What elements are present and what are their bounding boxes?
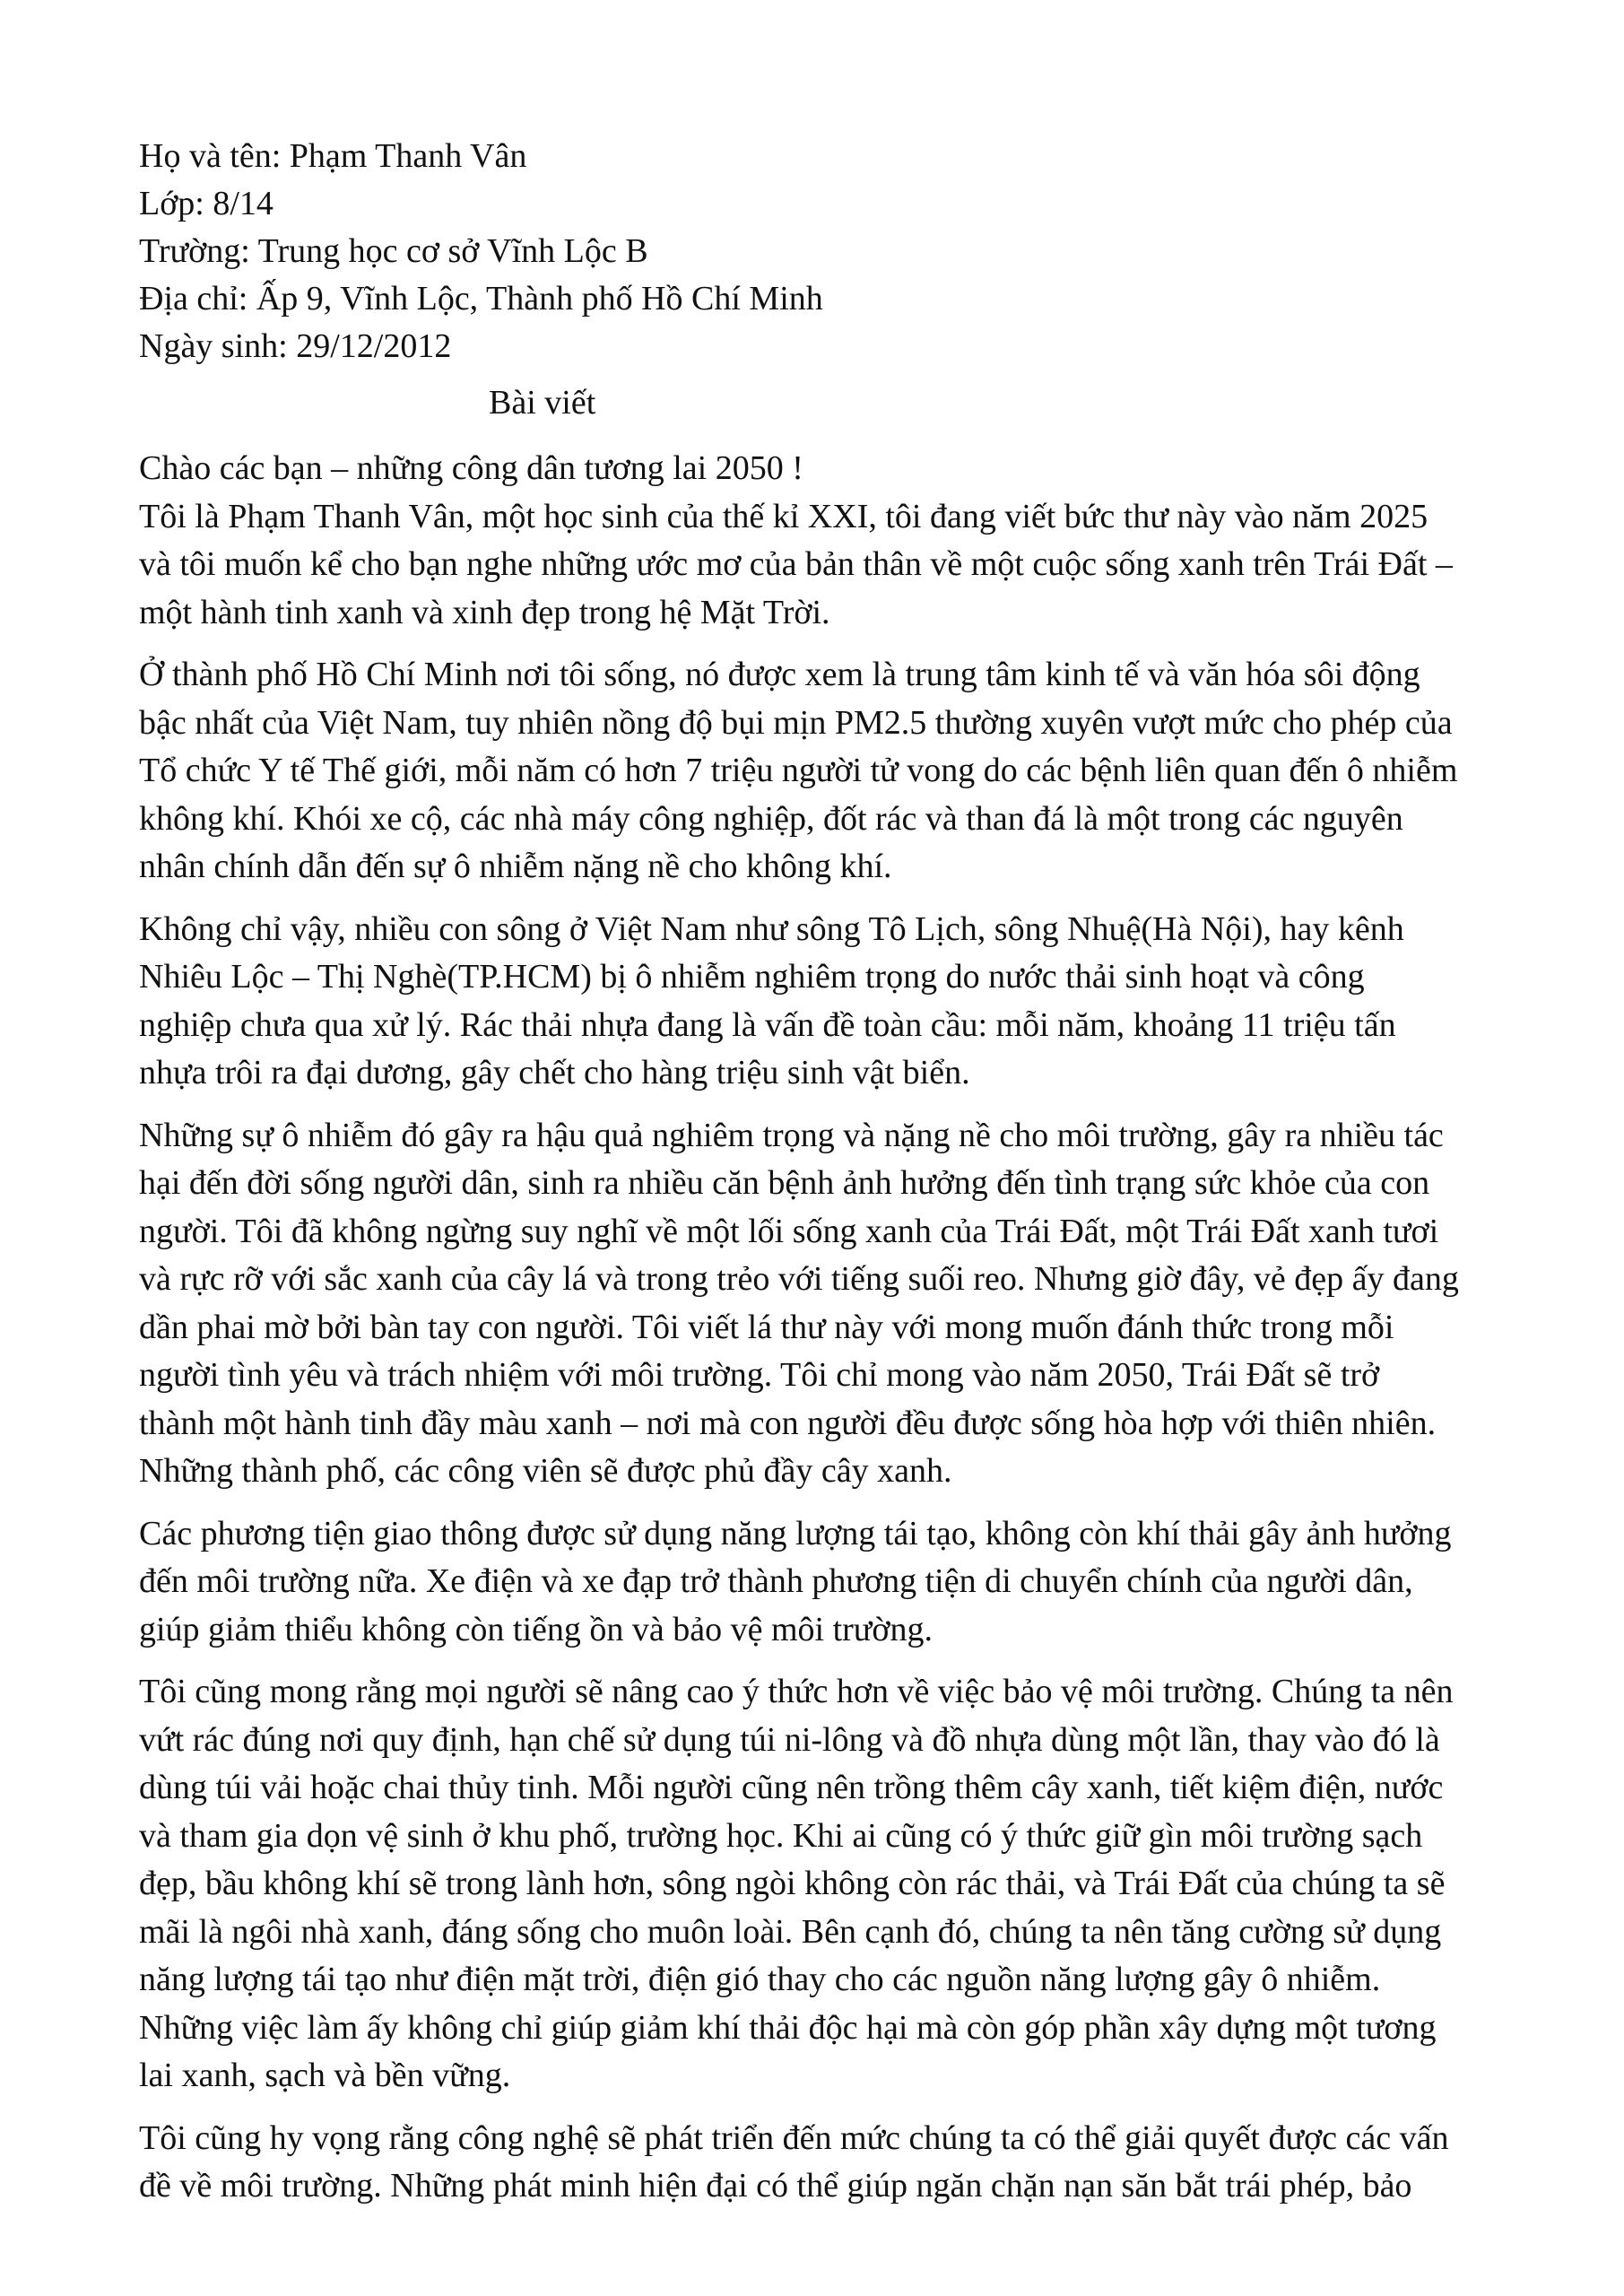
- student-info: [139, 133, 1489, 370]
- text-line: Các phương tiện giao thông được sử dụng năng lượng tái tạo, không còn khí thải gây ảnh hưởng: [139, 1514, 1452, 1552]
- text-line: hại đến đời sống người dân, sinh ra nhiều căn bệnh ảnh hưởng đến tình trạng sức khỏe của con: [139, 1164, 1430, 1202]
- text-line: Những việc làm ấy không chỉ giúp giảm khí thải độc hại mà còn góp phần xây dựng một tương: [139, 2008, 1437, 2047]
- text-line: Nhiêu Lộc – Thị Nghè(TP.HCM) bị ô nhiễm nghiêm trọng do nước thải sinh hoạt và công: [139, 958, 1365, 996]
- paragraph: [139, 1668, 1489, 2100]
- paragraph: [139, 445, 1489, 637]
- student-birthday: Ngày sinh: 29/12/2012: [139, 327, 452, 365]
- text-line: đến môi trường nữa. Xe điện và xe đạp trở thành phương tiện di chuyển chính của người dân,: [139, 1562, 1413, 1600]
- text-line: và tôi muốn kể cho bạn nghe những ước mơ của bản thân về một cuộc sống xanh trên Trái Đất –: [139, 545, 1453, 583]
- text-line: năng lượng tái tạo như điện mặt trời, điện gió thay cho các nguồn năng lượng gây ô nhiễm.: [139, 1961, 1381, 1998]
- paragraph: [139, 906, 1489, 1098]
- text-line: vứt rác đúng nơi quy định, hạn chế sử dụng túi ni-lông và đồ nhựa dùng một lần, thay vào đó là: [139, 1720, 1440, 1759]
- text-line: đẹp, bầu không khí sẽ trong lành hơn, sông ngòi không còn rác thải, và Trái Đất của chúng ta sẽ: [139, 1865, 1446, 1902]
- text-line: và tham gia dọn vệ sinh ở khu phố, trường học. Khi ai cũng có ý thức giữ gìn môi trường sạch: [139, 1816, 1423, 1855]
- paragraph: [139, 1510, 1489, 1655]
- letter-body: [139, 445, 1489, 2211]
- text-line: không khí. Khói xe cộ, các nhà máy công nghiệp, đốt rác và than đá là một trong các nguyên: [139, 799, 1403, 838]
- document-title: Bài viết: [489, 384, 596, 422]
- document-page: [139, 133, 1489, 2211]
- text-line: Không chỉ vậy, nhiều con sông ở Việt Nam như sông Tô Lịch, sông Nhuệ(Hà Nội), hay kênh: [139, 909, 1404, 948]
- text-line: nghiệp chưa qua xử lý. Rác thải nhựa đang là vấn đề toàn cầu: mỗi năm, khoảng 11 triệu tấn: [139, 1005, 1396, 1044]
- text-line: Những sự ô nhiễm đó gây ra hậu quả nghiêm trọng và nặng nề cho môi trường, gây ra nhiều tác: [139, 1116, 1444, 1154]
- student-school: Trường: Trung học cơ sở Vĩnh Lộc B: [139, 232, 648, 270]
- student-class: Lớp: 8/14: [139, 185, 274, 222]
- text-line: người. Tôi đã không ngừng suy nghĩ về một lối sống xanh của Trái Đất, một Trái Đất xanh tươi: [139, 1212, 1439, 1250]
- paragraph: [139, 2115, 1489, 2211]
- text-line: và rực rỡ với sắc xanh của cây lá và trong trẻo với tiếng suối reo. Nhưng giờ đây, vẻ đẹp ấy đang: [139, 1260, 1459, 1298]
- text-line: Ở thành phố Hồ Chí Minh nơi tôi sống, nó được xem là trung tâm kinh tế và văn hóa sôi động: [139, 656, 1420, 693]
- text-line: một hành tinh xanh và xinh đẹp trong hệ Mặt Trời.: [139, 593, 830, 631]
- text-line: đề về môi trường. Những phát minh hiện đại có thể giúp ngăn chặn nạn săn bắt trái phép, bảo: [139, 2167, 1412, 2205]
- paragraph: [139, 651, 1489, 891]
- text-line: nhựa trôi ra đại dương, gây chết cho hàng triệu sinh vật biển.: [139, 1054, 970, 1091]
- student-address: Địa chỉ: Ấp 9, Vĩnh Lộc, Thành phố Hồ Chí Minh: [139, 280, 823, 317]
- text-line: Tổ chức Y tế Thế giới, mỗi năm có hơn 7 triệu người tử vong do các bệnh liên quan đến ô nhiễm: [139, 752, 1458, 789]
- text-line: bậc nhất của Việt Nam, tuy nhiên nồng độ bụi mịn PM2.5 thường xuyên vượt mức cho phép của: [139, 703, 1453, 742]
- paragraph: [139, 1112, 1489, 1496]
- text-line: Chào các bạn – những công dân tương lai 2050 !: [139, 449, 803, 487]
- text-line: Tôi cũng mong rằng mọi người sẽ nâng cao ý thức hơn về việc bảo vệ môi trường. Chúng ta nên: [139, 1673, 1454, 1710]
- text-line: dùng túi vải hoặc chai thủy tinh. Mỗi người cũng nên trồng thêm cây xanh, tiết kiệm điện, nước: [139, 1769, 1444, 1806]
- text-line: thành một hành tinh đầy màu xanh – nơi mà con người đều được sống hòa hợp với thiên nhiên.: [139, 1404, 1437, 1442]
- text-line: Tôi cũng hy vọng rằng công nghệ sẽ phát triển đến mức chúng ta có thể giải quyết được các vấn: [139, 2118, 1449, 2157]
- student-name: Họ và tên: Phạm Thanh Vân: [139, 137, 527, 175]
- text-line: dần phai mờ bởi bàn tay con người. Tôi viết lá thư này với mong muốn đánh thức trong mỗi: [139, 1308, 1394, 1346]
- text-line: lai xanh, sạch và bền vững.: [139, 2057, 511, 2094]
- text-line: nhân chính dẫn đến sự ô nhiễm nặng nề cho không khí.: [139, 848, 892, 885]
- text-line: người tình yêu và trách nhiệm với môi trường. Tôi chỉ mong vào năm 2050, Trái Đất sẽ trở: [139, 1356, 1380, 1394]
- text-line: giúp giảm thiểu không còn tiếng ồn và bảo vệ môi trường.: [139, 1610, 933, 1648]
- text-line: mãi là ngôi nhà xanh, đáng sống cho muôn loài. Bên cạnh đó, chúng ta nên tăng cường sử dụng: [139, 1912, 1442, 1951]
- text-line: Những thành phố, các công viên sẽ được phủ đầy cây xanh.: [139, 1452, 952, 1490]
- text-line: Tôi là Phạm Thanh Vân, một học sinh của thế kỉ XXI, tôi đang viết bức thư này vào năm 2025: [139, 497, 1429, 535]
